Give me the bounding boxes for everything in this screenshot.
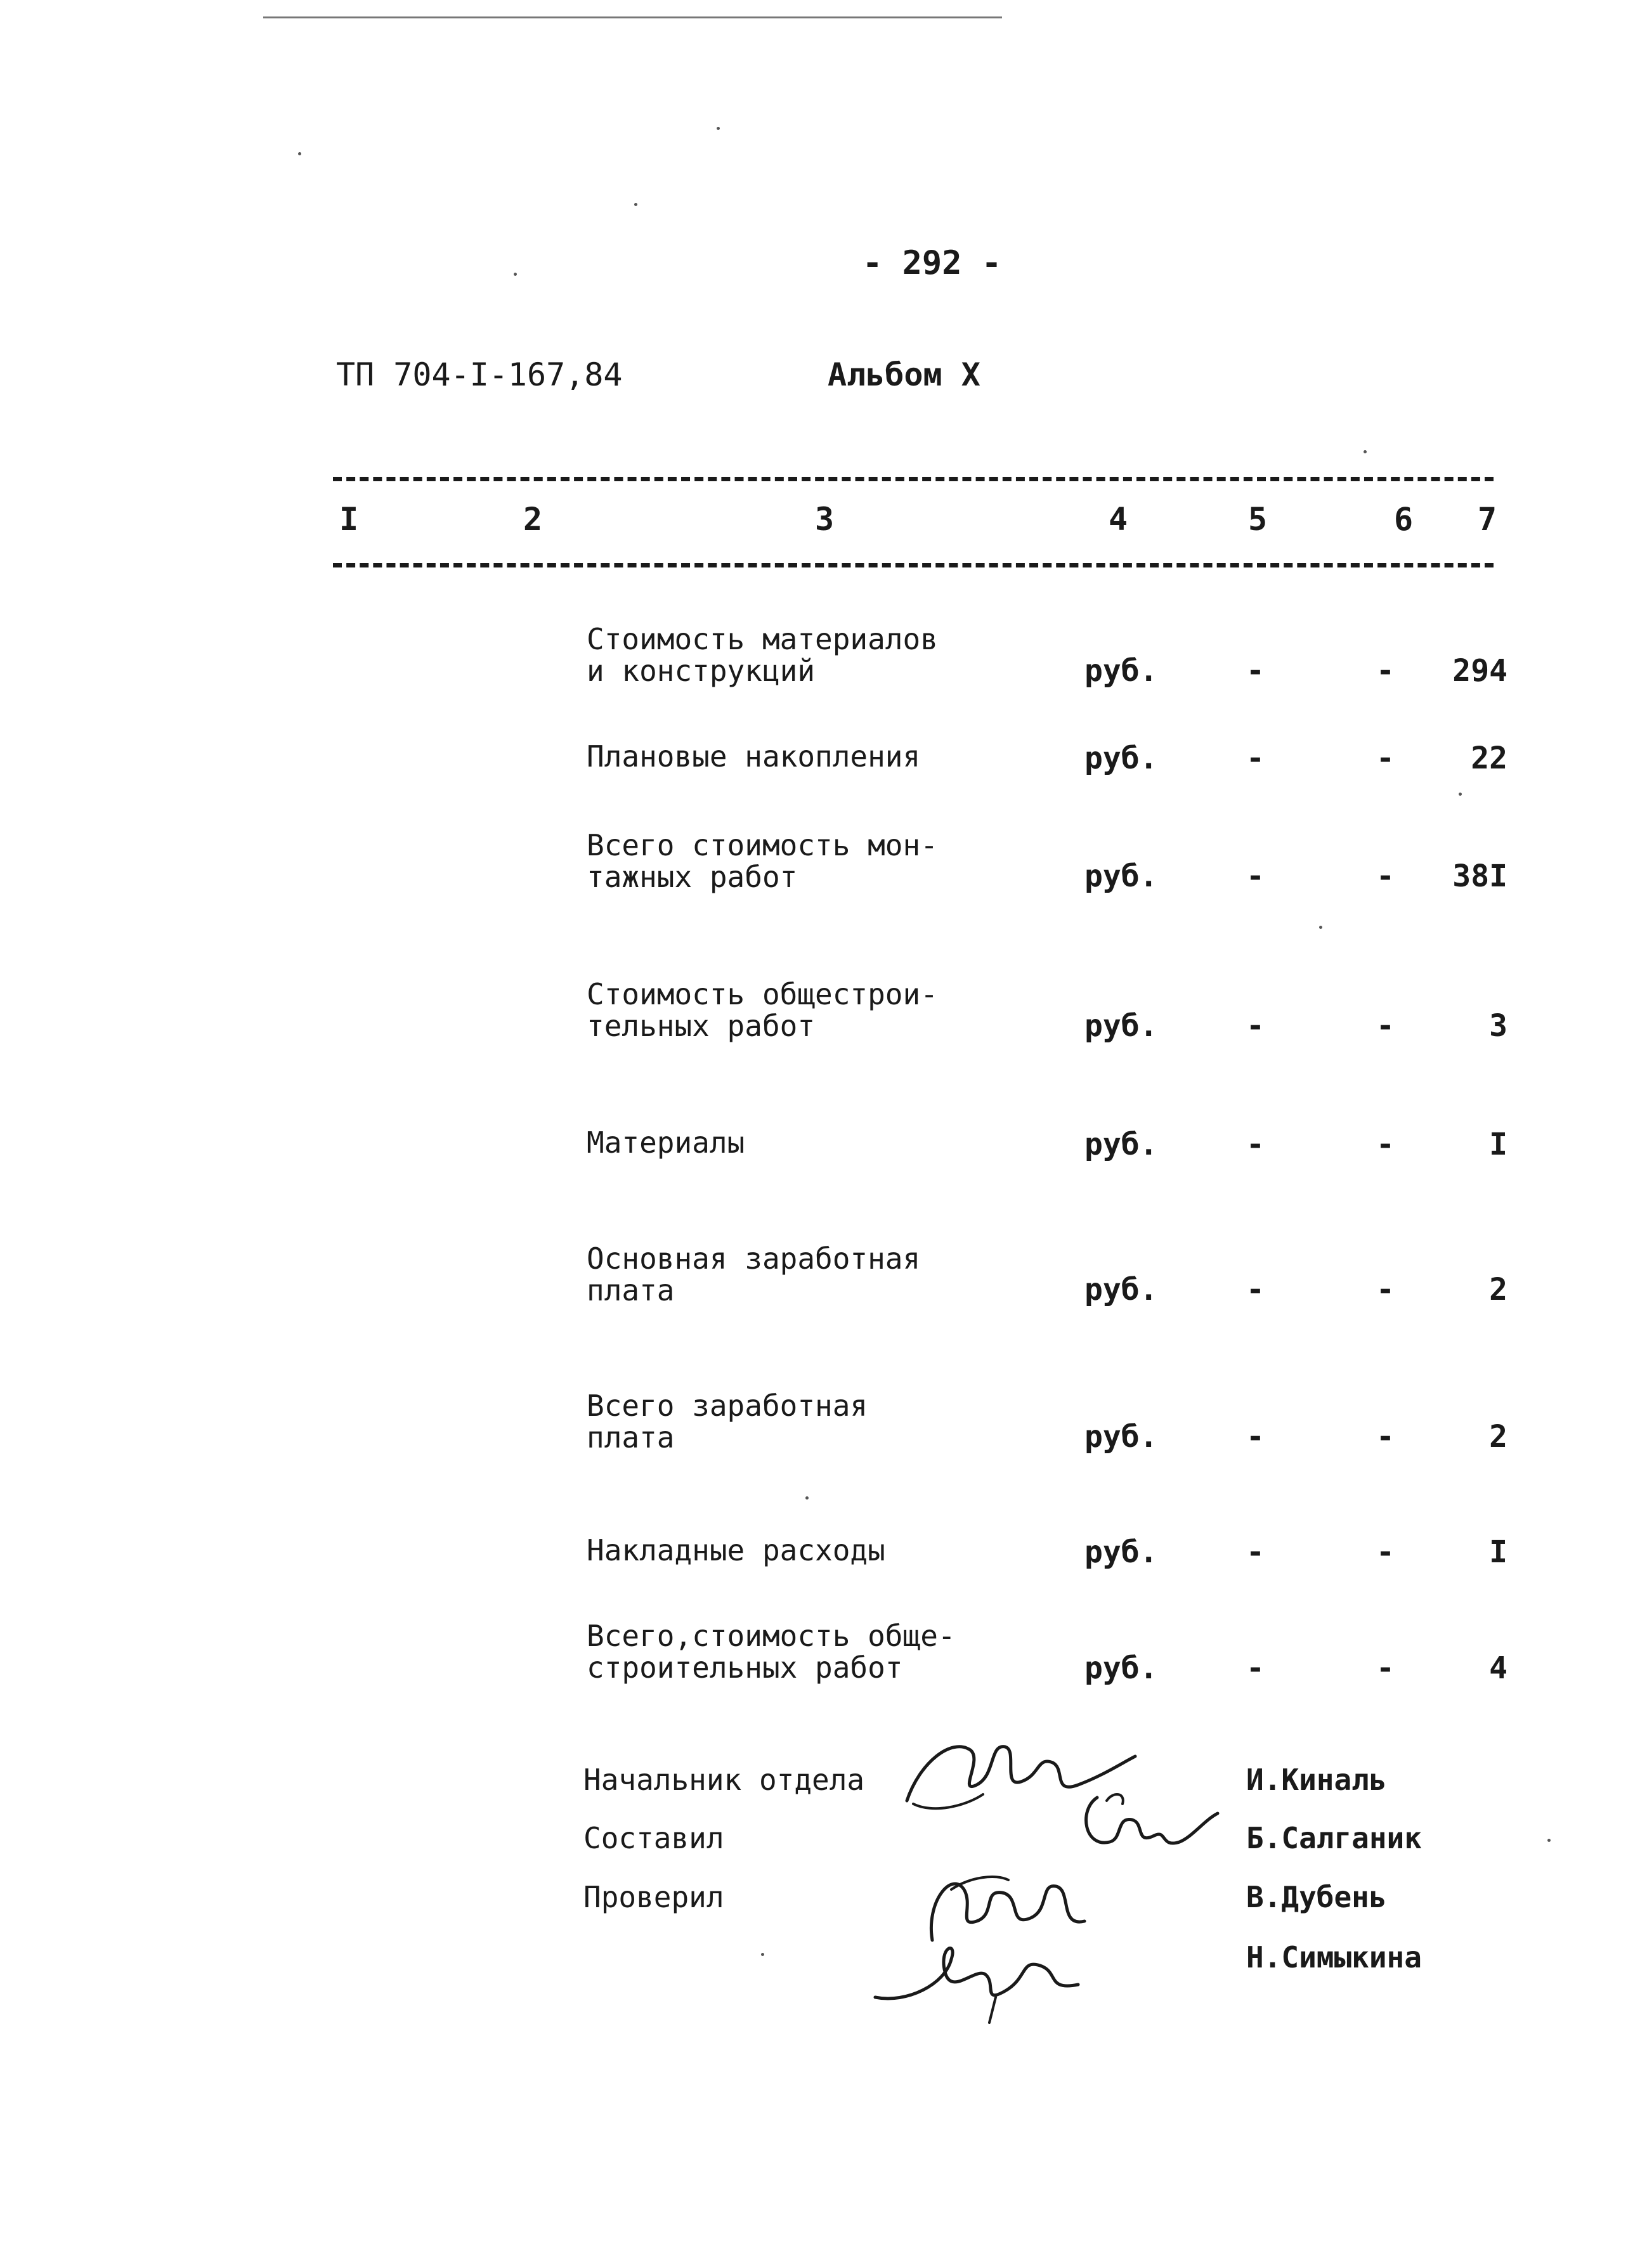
row-name-base-wage: Основная заработная плата	[587, 1241, 921, 1307]
row-col5: -	[1246, 1650, 1265, 1686]
row-name-total-wage: Всего заработная плата	[587, 1389, 868, 1455]
top-rule	[263, 16, 1002, 18]
row-name-materials-cost: Стоимость материалов и конструкций	[587, 622, 938, 688]
row-col6: -	[1376, 1127, 1395, 1162]
row-name-installation-total: Всего стоимость мон- тажных работ	[587, 828, 938, 894]
scan-speck	[634, 203, 637, 206]
column-header-4: 4	[1109, 501, 1128, 538]
row-unit: руб.	[1084, 741, 1158, 776]
scan-speck	[1319, 926, 1322, 929]
row-unit: руб.	[1084, 1127, 1158, 1162]
row-name-materials: Материалы	[587, 1125, 745, 1160]
row-col5: -	[1246, 859, 1265, 894]
signer-name-2: Б.Салганик	[1246, 1821, 1422, 1855]
row-col6: -	[1376, 859, 1395, 894]
row-value: I	[1489, 1534, 1507, 1570]
row-col5: -	[1246, 1127, 1265, 1162]
row-col6: -	[1376, 1650, 1395, 1686]
row-name-overhead: Накладные расходы	[587, 1533, 885, 1567]
row-col5: -	[1246, 1534, 1265, 1570]
scan-speck	[1459, 793, 1462, 796]
column-header-1: I	[339, 501, 359, 538]
row-value: 3	[1489, 1008, 1507, 1044]
row-value: 22	[1471, 741, 1507, 776]
table-header-bottom-rule	[333, 563, 1494, 567]
scan-speck	[761, 1953, 764, 1956]
role-checked-by: Проверил	[583, 1880, 724, 1914]
column-header-3: 3	[815, 501, 835, 538]
row-name-planned-savings: Плановые накопления	[587, 739, 921, 774]
row-col6: -	[1376, 1534, 1395, 1570]
column-header-2: 2	[523, 501, 543, 538]
row-unit: руб.	[1084, 1534, 1158, 1570]
row-value: 4	[1489, 1650, 1507, 1686]
row-col5: -	[1246, 741, 1265, 776]
row-col5: -	[1246, 653, 1265, 689]
row-unit: руб.	[1084, 859, 1158, 894]
row-col5: -	[1246, 1419, 1265, 1455]
scan-speck	[514, 273, 517, 276]
row-col5: -	[1246, 1008, 1265, 1044]
row-value: 294	[1452, 653, 1507, 689]
row-col6: -	[1376, 653, 1395, 689]
column-header-5: 5	[1248, 501, 1268, 538]
row-name-construction-total: Всего,стоимость обще- строительных работ	[587, 1619, 956, 1685]
role-compiled-by: Составил	[583, 1821, 724, 1855]
table-header-top-rule	[333, 477, 1494, 481]
row-col6: -	[1376, 1419, 1395, 1455]
page-number: - 292 -	[863, 244, 1002, 282]
column-header-7: 7	[1478, 501, 1497, 538]
row-unit: руб.	[1084, 1272, 1158, 1307]
row-value: 38I	[1452, 859, 1507, 894]
document-code: ТП 704-I-167,84	[336, 356, 623, 393]
signer-name-1: И.Киналь	[1246, 1763, 1387, 1797]
scan-speck	[1364, 450, 1367, 453]
column-header-6: 6	[1394, 501, 1414, 538]
row-unit: руб.	[1084, 1650, 1158, 1686]
row-name-construction-cost: Стоимость общестрои- тельных работ	[587, 977, 938, 1043]
scan-speck	[805, 1496, 809, 1500]
album-label: Альбом X	[828, 356, 980, 393]
row-unit: руб.	[1084, 1008, 1158, 1044]
row-value: 2	[1489, 1272, 1507, 1307]
row-col5: -	[1246, 1272, 1265, 1307]
row-value: I	[1489, 1127, 1507, 1162]
scan-speck	[717, 127, 720, 130]
row-col6: -	[1376, 1008, 1395, 1044]
row-unit: руб.	[1084, 653, 1158, 689]
signer-name-4: Н.Симыкина	[1246, 1940, 1422, 1974]
role-head-of-department: Начальник отдела	[583, 1763, 865, 1797]
handwritten-signature-4	[869, 1928, 1097, 2016]
row-unit: руб.	[1084, 1419, 1158, 1455]
row-col6: -	[1376, 1272, 1395, 1307]
scan-speck	[1547, 1839, 1551, 1842]
row-value: 2	[1489, 1419, 1507, 1455]
row-col6: -	[1376, 741, 1395, 776]
scan-speck	[298, 152, 301, 155]
signer-name-3: В.Дубень	[1246, 1880, 1387, 1914]
